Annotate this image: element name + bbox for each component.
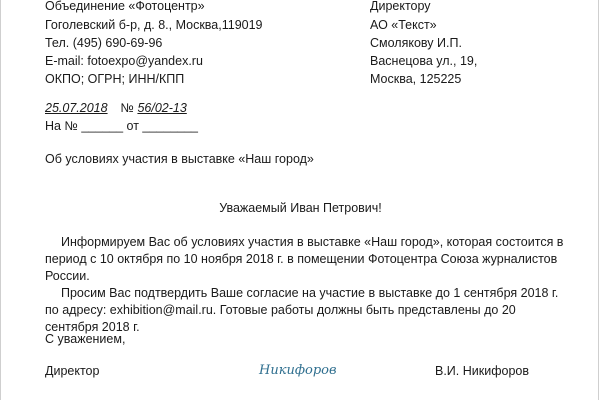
recipient-street: Васнецова ул., 19,: [370, 54, 478, 68]
sender-codes: ОКПО; ОГРН; ИНН/КПП: [45, 72, 185, 86]
signature-position: Директор: [45, 364, 100, 378]
recipient-name: Смолякову И.П.: [370, 36, 462, 50]
salutation: Уважаемый Иван Петрович!: [219, 201, 382, 215]
recipient-city: Москва, 125225: [370, 72, 462, 86]
signature-name: В.И. Никифоров: [435, 364, 529, 378]
handwritten-signature: Никифоров: [259, 363, 337, 378]
sender-org: Объединение «Фотоцентр»: [45, 0, 205, 13]
sender-phone: Тел. (495) 690-69-96: [45, 36, 163, 50]
recipient-org: АО «Текст»: [370, 18, 437, 32]
reg-number: 56/02-13: [137, 101, 187, 115]
reg-number-label: №: [120, 101, 134, 115]
closing: С уважением,: [45, 332, 126, 346]
sender-address: Гоголевский б-р, д. 8., Москва,119019: [45, 18, 263, 32]
body-paragraph-1: Информируем Вас об условиях участия в выставке «Наш город», которая состоится в период с 10 октября по 10 ноября 2018 г. в помещении Фотоцентра Союза журналистов России.: [45, 235, 564, 283]
reg-date: 25.07.2018: [45, 101, 108, 115]
registration-line: [45, 99, 187, 118]
body-paragraph-2: Просим Вас подтвердить Ваше согласие на участие в выставке до 1 сентября 2018 г. по адресу: exhibition@mail.ru. Готовые работы должны быть представлены до 20 сентября 2018 г.: [45, 286, 559, 334]
reference-line: На № ______ от ________: [45, 119, 199, 133]
subject: Об условиях участия в выставке «Наш город»: [45, 152, 314, 166]
sender-email: E-mail: fotoexpo@yandex.ru: [45, 54, 203, 68]
recipient-title: Директору: [370, 0, 431, 13]
